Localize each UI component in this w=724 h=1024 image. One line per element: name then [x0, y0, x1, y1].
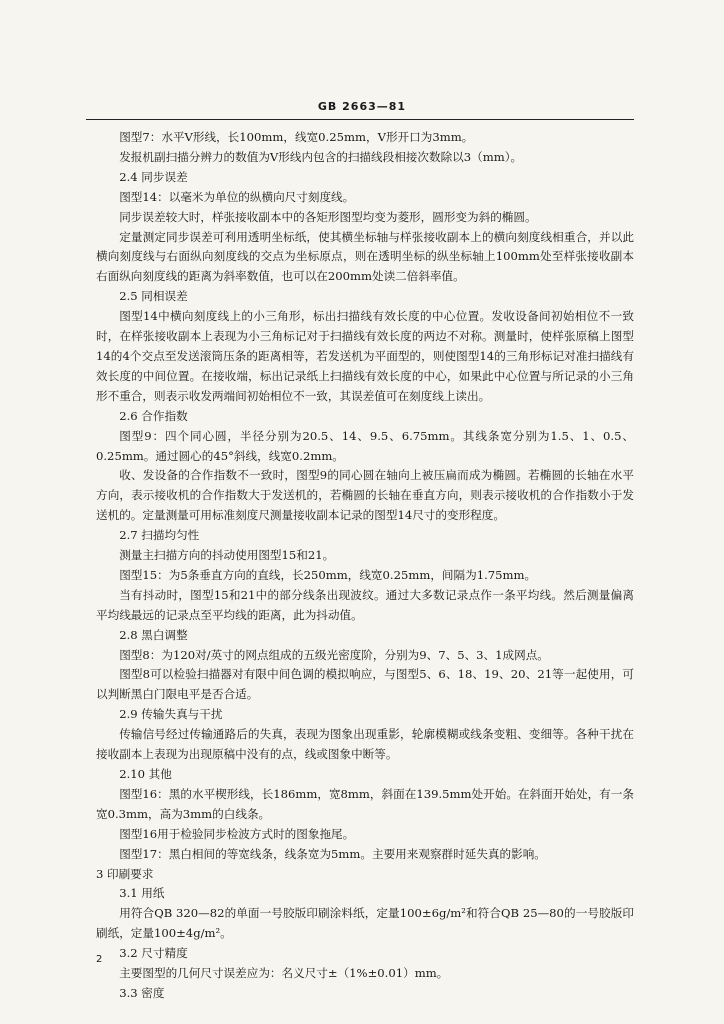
paragraph: 传输信号经过传输通路后的失真，表现为图象出现重影，轮廓模糊或线条变粗、变细等。各种干扰在接收副本上表现为出现原稿中没有的点，线或图象中断等。	[96, 727, 634, 762]
paragraph: 3.1 用纸	[119, 886, 165, 901]
paragraph: 测量主扫描方向的抖动使用图型15和21。	[119, 548, 335, 563]
page-number: 2	[96, 954, 103, 965]
paragraph: 图型9：四个同心圆，半径分别为20.5、14、9.5、6.75mm。其线条宽分别为1.5、1、0.5、0.25mm。通过圆心的45°斜线，线宽0.2mm。	[96, 428, 634, 463]
paragraph: 3.3 密度	[119, 985, 165, 1000]
paragraph: 2.9 传输失真与干扰	[119, 707, 223, 722]
paragraph: 图型16用于检验同步检波方式时的图象拖尾。	[119, 826, 355, 841]
paragraph: 2.4 同步误差	[119, 169, 188, 184]
paragraph: 3 印刷要求	[96, 866, 154, 881]
paragraph: 图型14中横向刻度线上的小三角形，标出扫描线有效长度的中心位置。发收设备间初始相位不一致时，在样张接收副本上表现为小三角标记对于扫描线有效长度的两边不对称。测量时，使样张原稿上图型14的4个交点至发送滚筒压条的距离相等，若发送机为平面型的，则使图型14的三角形标记对准扫描线有效长度的中间位置。在接收端，标出记录纸上扫描线有效长度的中心，如果此中心位置与所记录的小三角形不重合，则表示收发两端间初始相位不一致，其误差值可在刻度线上读出。	[96, 309, 634, 403]
paragraph: 2.10 其他	[119, 767, 172, 781]
standard-code-header: GB 2663—81	[317, 100, 407, 113]
paragraph: 图型8可以检验扫描器对有限中间色调的模拟响应，与图型5、6、18、19、20、21等一起使用，可以判断黑白门限电平是否合适。	[96, 667, 634, 702]
paragraph: 图型14：以毫米为单位的纵横向尺寸刻度线。	[119, 189, 355, 204]
paragraph: 图型16：黑的水平楔形线，长186mm，宽8mm，斜面在139.5mm处开始。在斜面开始处，有一条宽0.3mm，高为3mm的白线条。	[96, 786, 634, 821]
paragraph: 2.7 扫描均匀性	[119, 528, 200, 543]
paragraph: 用符合QB 320—82的单面一号胶版印刷涂料纸，定量100±6g/m²和符合QB 25—80的一号胶版印刷纸，定量100±4g/m²。	[96, 906, 634, 941]
paragraph: 收、发设备的合作指数不一致时，图型9的同心圆在轴向上被压扁而成为椭圆。若椭圆的长轴在水平方向，表示接收机的合作指数大于发送机的，若椭圆的长轴在垂直方向，则表示接收机的合作指数小于发送机的。定量测量可用标准刻度尺测量接收副本记录的图型14尺寸的变形程度。	[96, 468, 634, 523]
header-rule	[86, 119, 634, 120]
paragraph: 2.6 合作指数	[119, 408, 188, 423]
body-text	[96, 128, 634, 1004]
paragraph: 3.2 尺寸精度	[119, 946, 188, 961]
paragraph: 图型15：为5条垂直方向的直线，长250mm，线宽0.25mm，间隔为1.75mm。	[119, 567, 537, 582]
paragraph: 2.5 同相误差	[119, 289, 188, 304]
paragraph: 图型8：为120对/英寸的网点组成的五级光密度阶，分别为9、7、5、3、1成网点。	[119, 647, 549, 662]
paragraph: 同步误差较大时，样张接收副本中的各矩形图型均变为菱形，圆形变为斜的椭圆。	[119, 209, 537, 224]
paragraph: 当有抖动时，图型15和21中的部分线条出现波纹。通过大多数记录点作一条平均线。然后测量偏离平均线最远的记录点至平均线的距离，此为抖动值。	[96, 587, 634, 622]
paragraph: 发报机副扫描分辨力的数值为V形线内包含的扫描线段相接次数除以3（mm）。	[119, 149, 523, 164]
paragraph: 定量测定同步误差可利用透明坐标纸，使其横坐标轴与样张接收副本上的横向刻度线相重合，并以此横向刻度线与右面纵向刻度线的交点为坐标原点，则在透明坐标的纵坐标轴上100mm处至样张接收副本右面纵向刻度线的距离为斜率数值，也可以在200mm处读二倍斜率值。	[96, 229, 634, 284]
paragraph: 图型17：黑白相间的等宽线条，线条宽为5mm。主要用来观察群时延失真的影响。	[119, 846, 546, 861]
paragraph: 2.8 黑白调整	[119, 627, 188, 642]
paragraph: 主要图型的几何尺寸误差应为：名义尺寸±（1%±0.01）mm。	[119, 966, 449, 981]
paragraph: 图型7：水平V形线，长100mm，线宽0.25mm，V形开口为3mm。	[119, 130, 474, 144]
